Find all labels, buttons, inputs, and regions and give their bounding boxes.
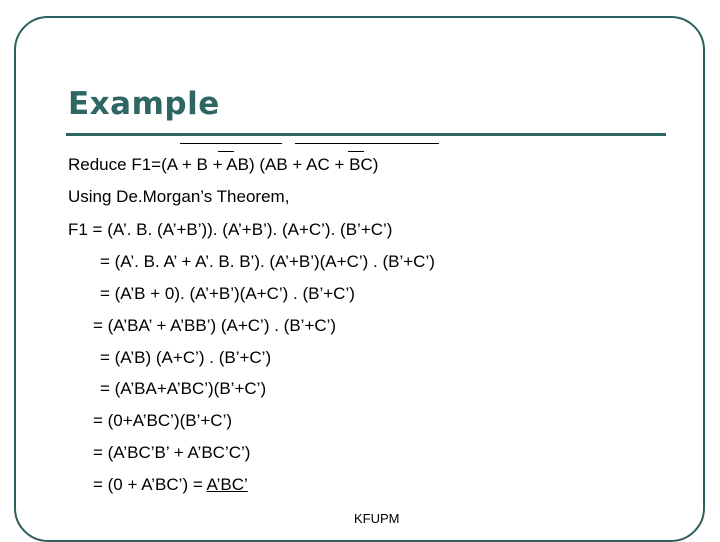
- overbar-right-group: [295, 143, 439, 144]
- step-1: F1 = (A’. B. (A’+B’)). (A’+B’). (A+C’). (B’+C’): [68, 220, 393, 239]
- overbar-left-group: [180, 143, 282, 144]
- step-7: = (0+A’BC’)(B’+C’): [93, 411, 233, 430]
- slide-title: Example: [68, 86, 220, 122]
- method-note: Using De.Morgan’s Theorem,: [68, 187, 290, 206]
- step-9-text: = (0 + A’BC’) =: [93, 475, 207, 494]
- overbar-b: [218, 151, 234, 152]
- step-9: [93, 475, 248, 495]
- step-6: = (A’BA+A’BC’)(B’+C’): [100, 379, 267, 398]
- step-5: = (A’B) (A+C’) . (B’+C’): [100, 348, 272, 367]
- step-4: = (A’BA’ + A’BB’) (A+C’) . (B’+C’): [93, 316, 337, 335]
- step-3: = (A’B + 0). (A’+B’)(A+C’) . (B’+C’): [100, 284, 355, 303]
- title-divider: [66, 133, 666, 136]
- footer-label: KFUPM: [354, 511, 400, 526]
- step-2: = (A’. B. A’ + A’. B. B’). (A’+B’)(A+C’) . (B’+C’): [100, 252, 435, 271]
- problem-statement: Reduce F1=(A + B + AB) (AB + AC + BC): [68, 155, 379, 174]
- step-8: = (A’BC’B’ + A’BC’C’): [93, 443, 251, 462]
- final-result: A’BC’: [206, 475, 248, 494]
- overbar-a: [348, 151, 364, 152]
